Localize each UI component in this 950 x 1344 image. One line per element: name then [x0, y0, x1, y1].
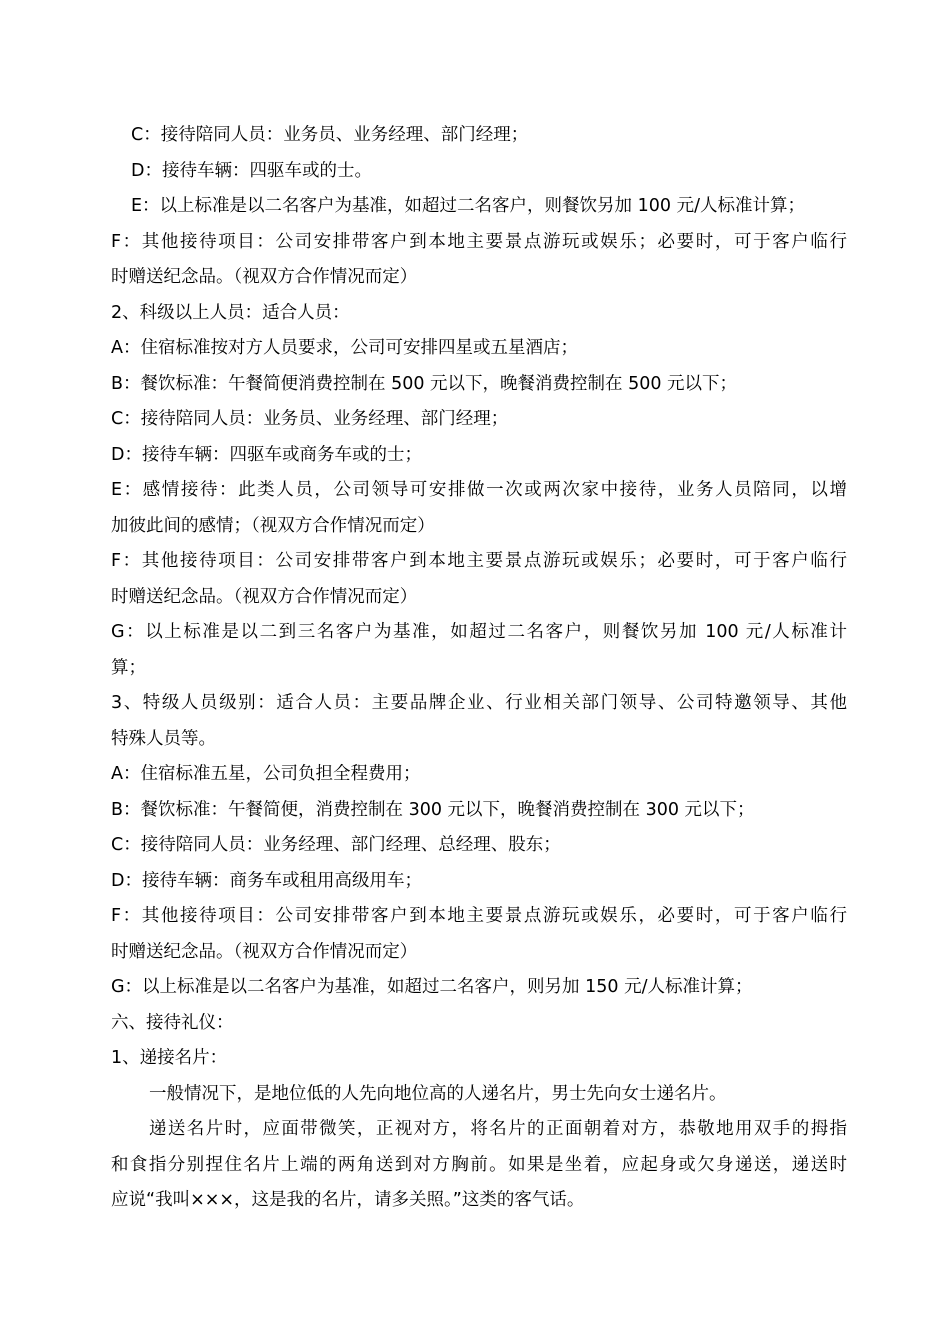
- text-line: 算；: [111, 657, 146, 678]
- section-heading: 3、特级人员级别：适合人员：主要品牌企业、行业相关部门领导、公司特邀领导、其他: [111, 693, 847, 713]
- section-heading: 六、接待礼仪：: [111, 1012, 234, 1033]
- text-line: D：接待车辆：四驱车或的士。: [131, 160, 372, 181]
- paragraph-line: 递送名片时，应面带微笑，正视对方，将名片的正面朝着对方，恭敬地用双手的拇指: [149, 1119, 847, 1139]
- paragraph-line: 应说“我叫×××，这是我的名片，请多关照。”这类的客气话。: [111, 1190, 585, 1210]
- text-line: B：餐饮标准：午餐简便，消费控制在 300 元以下，晚餐消费控制在 300 元以下；: [111, 799, 755, 820]
- text-line: A：住宿标准按对方人员要求，公司可安排四星或五星酒店；: [111, 338, 578, 358]
- text-line: D：接待车辆：商务车或租用高级用车；: [111, 870, 422, 891]
- text-line: G：以上标准是以二到三名客户为基准，如超过二名客户，则餐饮另加 100 元/人标准计: [111, 622, 847, 642]
- text-line: 时赠送纪念品。（视双方合作情况而定）: [111, 267, 418, 287]
- text-line: F：其他接待项目：公司安排带客户到本地主要景点游玩或娱乐，必要时，可于客户临行: [111, 906, 847, 926]
- paragraph-line: 和食指分别捏住名片上端的两角送到对方胸前。如果是坐着，应起身或欠身递送，递送时: [111, 1154, 847, 1175]
- subsection-heading: 1、递接名片：: [111, 1048, 228, 1068]
- document-body: [111, 118, 847, 1219]
- text-line: 特殊人员等。: [111, 728, 216, 749]
- paragraph-line: 一般情况下，是地位低的人先向地位高的人递名片，男士先向女士递名片。: [149, 1083, 727, 1104]
- text-line: E：以上标准是以二名客户为基准，如超过二名客户，则餐饮另加 100 元/人标准计算；: [131, 196, 805, 216]
- text-line: 时赠送纪念品。（视双方合作情况而定）: [111, 941, 418, 962]
- text-line: E：感情接待：此类人员，公司领导可安排做一次或两次家中接待，业务人员陪同，以增: [111, 480, 847, 500]
- text-line: 加彼此间的感情；（视双方合作情况而定）: [111, 515, 435, 536]
- text-line: C：接待陪同人员：业务员、业务经理、部门经理；: [111, 409, 509, 429]
- section-heading: 2、科级以上人员：适合人员：: [111, 302, 350, 323]
- text-line: A：住宿标准五星，公司负担全程费用；: [111, 764, 421, 784]
- text-line: D：接待车辆：四驱车或商务车或的士；: [111, 444, 422, 465]
- text-line: 时赠送纪念品。（视双方合作情况而定）: [111, 586, 418, 607]
- text-line: C：接待陪同人员：业务员、业务经理、部门经理；: [131, 125, 529, 145]
- text-line: C：接待陪同人员：业务经理、部门经理、总经理、股东；: [111, 835, 561, 855]
- text-line: F：其他接待项目：公司安排带客户到本地主要景点游玩或娱乐；必要时，可于客户临行: [111, 231, 847, 252]
- text-line: G：以上标准是以二名客户为基准，如超过二名客户，则另加 150 元/人标准计算；: [111, 977, 753, 997]
- text-line: B：餐饮标准：午餐简便消费控制在 500 元以下，晚餐消费控制在 500 元以下；: [111, 373, 738, 394]
- text-line: F：其他接待项目：公司安排带客户到本地主要景点游玩或娱乐；必要时，可于客户临行: [111, 551, 847, 571]
